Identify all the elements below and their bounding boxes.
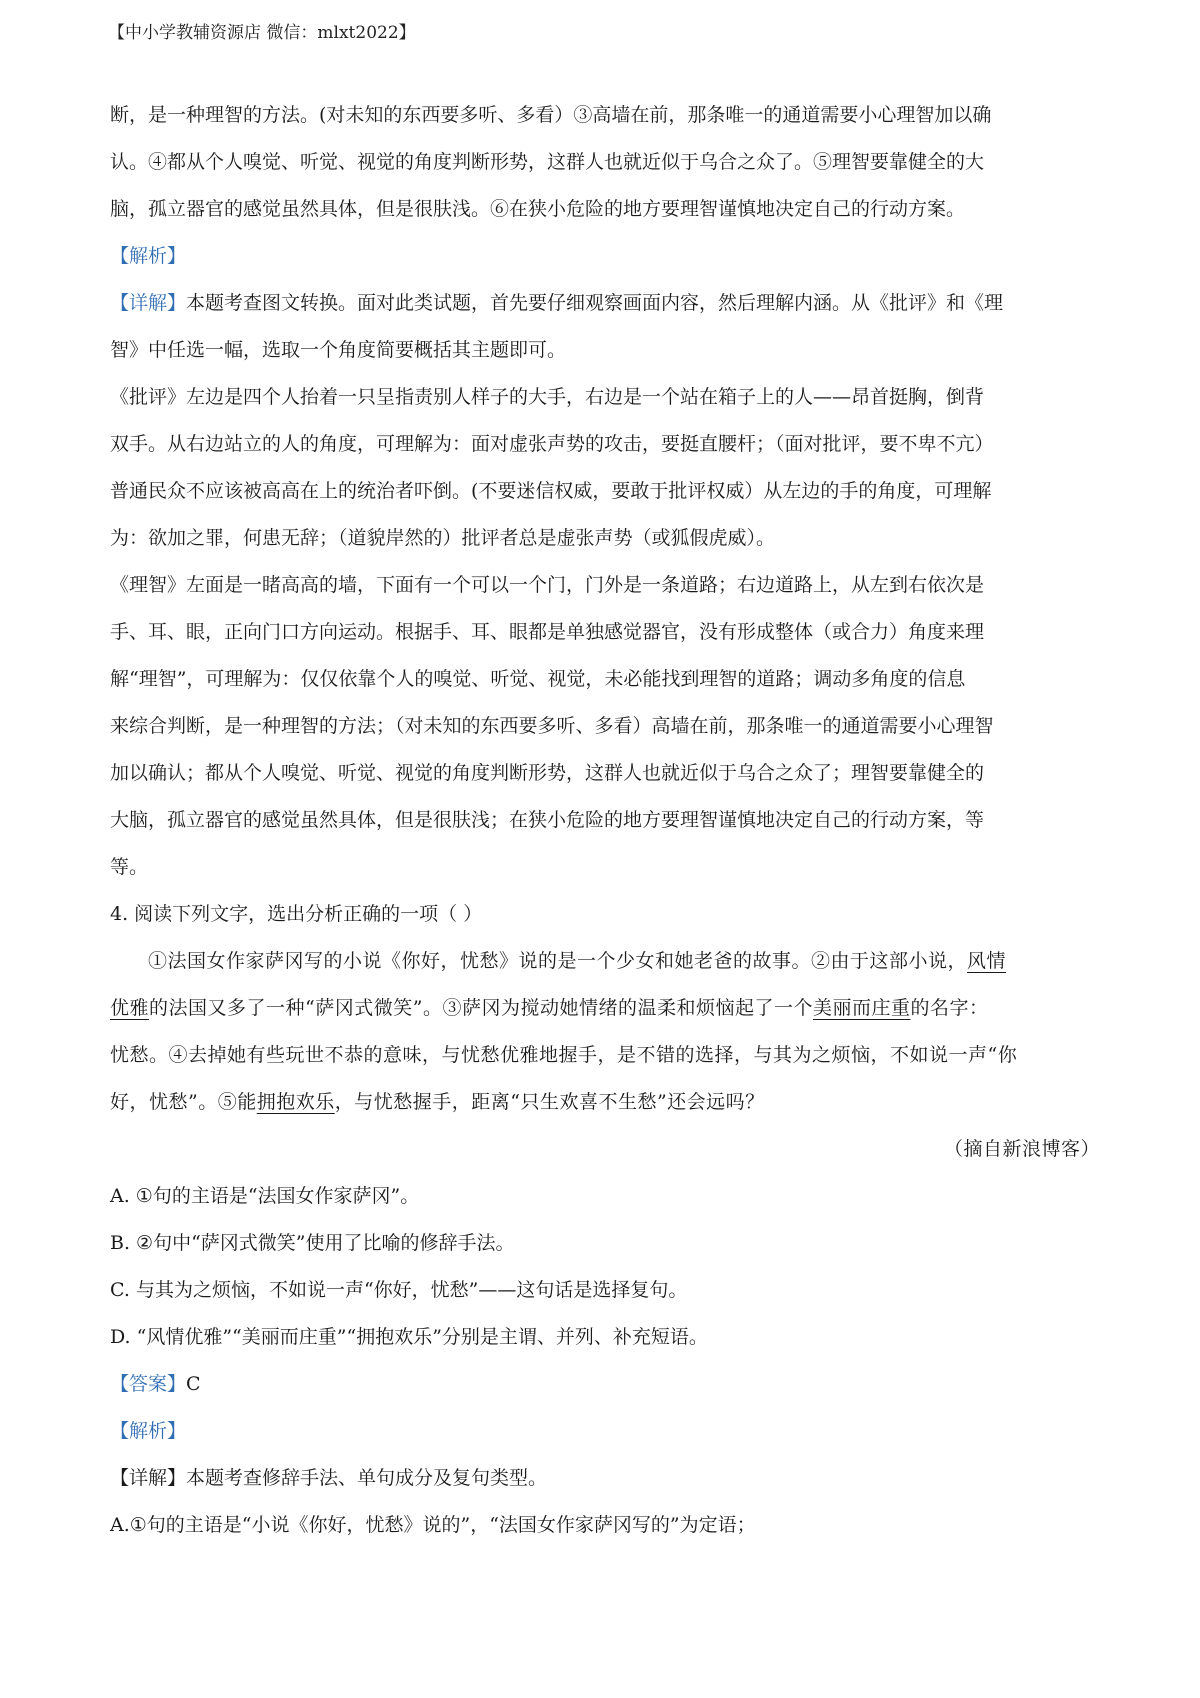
option-b: B. ②句中“萨冈式微笑”使用了比喻的修辞手法。 bbox=[110, 1232, 515, 1254]
detail-label: 【详解】 bbox=[110, 292, 187, 314]
detail-paragraph bbox=[110, 280, 1100, 327]
passage-line bbox=[110, 985, 1100, 1032]
passage-text: 的法国又多了一种“萨冈式微笑”。③萨冈为搅动她情绪的温柔和烦恼起了一个 bbox=[149, 997, 813, 1019]
answer-line bbox=[110, 1361, 1100, 1408]
pipin-line: 双手。从右边站立的人的角度，可理解为：面对虚张声势的攻击，要挺直腰杆；（面对批评，要不卑不亢） bbox=[110, 433, 994, 455]
passage-text: 的名字： bbox=[910, 997, 989, 1019]
page-header: 【中小学教辅资源店 微信：mlxt2022】 bbox=[108, 23, 416, 43]
analysis-label: 【解析】 bbox=[110, 1420, 187, 1442]
underlined-phrase: 拥抱欢乐 bbox=[256, 1091, 335, 1113]
option-d: D. “风情优雅”“美丽而庄重”“拥抱欢乐”分别是主谓、并列、补充短语。 bbox=[110, 1326, 708, 1348]
lizhi-line: 加以确认；都从个人嗅觉、听觉、视觉的角度判断形势，这群人也就近似于乌合之众了；理智要靠健全的 bbox=[110, 762, 985, 784]
detail-line: A.①句的主语是“小说《你好，忧愁》说的”，“法国女作家萨冈写的”为定语； bbox=[110, 1514, 756, 1536]
reading-passage bbox=[110, 938, 1100, 1173]
intro-line: 脑，孤立器官的感觉虽然具体，但是很肤浅。⑥在狭小危险的地方要理智谨慎地决定自己的行动方案。 bbox=[110, 198, 966, 220]
lizhi-line: 大脑，孤立器官的感觉虽然具体，但是很肤浅；在狭小危险的地方要理智谨慎地决定自己的行动方案，等 bbox=[110, 809, 985, 831]
underlined-phrase: 优雅 bbox=[110, 997, 150, 1019]
answer-value: C bbox=[186, 1373, 201, 1395]
option-a: A. ①句的主语是“法国女作家萨冈”。 bbox=[110, 1185, 420, 1207]
passage-text: 好，忧愁”。⑤能 bbox=[110, 1091, 257, 1113]
detail-text: 本题考查修辞手法、单句成分及复句类型。 bbox=[186, 1467, 548, 1489]
intro-line: 断，是一种理智的方法。(对未知的东西要多听、多看）③高墙在前，那条唯一的通道需要小心理智加以确 bbox=[110, 104, 992, 126]
passage-line bbox=[110, 1079, 1100, 1126]
lizhi-line: 解“理智”，可理解为：仅仅依靠个人的嗅觉、听觉、视觉，未必能找到理智的道路；调动多角度的信息 bbox=[110, 668, 966, 690]
question-4: 4. 阅读下列文字，选出分析正确的一项（ ） bbox=[110, 903, 483, 925]
option-c: C. 与其为之烦恼，不如说一声“你好，忧愁”——这句话是选择复句。 bbox=[110, 1279, 688, 1301]
detail-paragraph bbox=[110, 1455, 1100, 1502]
lizhi-line: 等。 bbox=[110, 856, 149, 878]
passage-line bbox=[110, 938, 1100, 985]
passage-text: ①法国女作家萨冈写的小说《你好，忧愁》说的是一个少女和她老爸的故事。②由于这部小说， bbox=[148, 950, 968, 972]
passage-line: 忧愁。④去掉她有些玩世不恭的意味，与忧愁优雅地握手，是不错的选择，与其为之烦恼，不如说一声“你 bbox=[110, 1044, 1018, 1066]
detail-text: 本题考查图文转换。面对此类试题，首先要仔细观察画面内容，然后理解内涵。从《批评》和《理 bbox=[186, 292, 1004, 314]
document-body bbox=[110, 92, 1100, 1549]
passage-source: （摘自新浪博客） bbox=[943, 1138, 1100, 1160]
lizhi-line: 来综合判断，是一种理智的方法；（对未知的东西要多听、多看）高墙在前，那条唯一的通道需要小心理智 bbox=[110, 715, 994, 737]
passage-text: ，与忧愁握手，距离“只生欢喜不生愁”还会远吗？ bbox=[334, 1091, 765, 1113]
intro-line: 认。④都从个人嗅觉、听觉、视觉的角度判断形势，这群人也就近似于乌合之众了。⑤理智要靠健全的大 bbox=[110, 151, 985, 173]
lizhi-line: 手、耳、眼，正向门口方向运动。根据手、耳、眼都是单独感觉器官，没有形成整体（或合力）角度来理 bbox=[110, 621, 985, 643]
analysis-label: 【解析】 bbox=[110, 245, 187, 267]
answer-label: 【答案】 bbox=[110, 1373, 187, 1395]
detail-line: 智》中任选一幅，选取一个角度简要概括其主题即可。 bbox=[110, 339, 567, 361]
detail-label: 【详解】 bbox=[110, 1467, 187, 1489]
underlined-phrase: 风情 bbox=[967, 950, 1007, 972]
pipin-line: 为：欲加之罪，何患无辞；（道貌岸然的）批评者总是虚张声势（或狐假虎威）。 bbox=[110, 527, 776, 549]
pipin-line: 普通民众不应该被高高在上的统治者吓倒。(不要迷信权威，要敢于批评权威）从左边的手的角度，可理解 bbox=[110, 480, 992, 502]
underlined-phrase: 美丽而庄重 bbox=[812, 997, 911, 1019]
pipin-line: 《批评》左边是四个人抬着一只呈指责别人样子的大手，右边是一个站在箱子上的人——昂首挺胸，倒背 bbox=[110, 386, 985, 408]
lizhi-line: 《理智》左面是一睹高高的墙，下面有一个可以一个门，门外是一条道路；右边道路上，从左到右依次是 bbox=[110, 574, 985, 596]
